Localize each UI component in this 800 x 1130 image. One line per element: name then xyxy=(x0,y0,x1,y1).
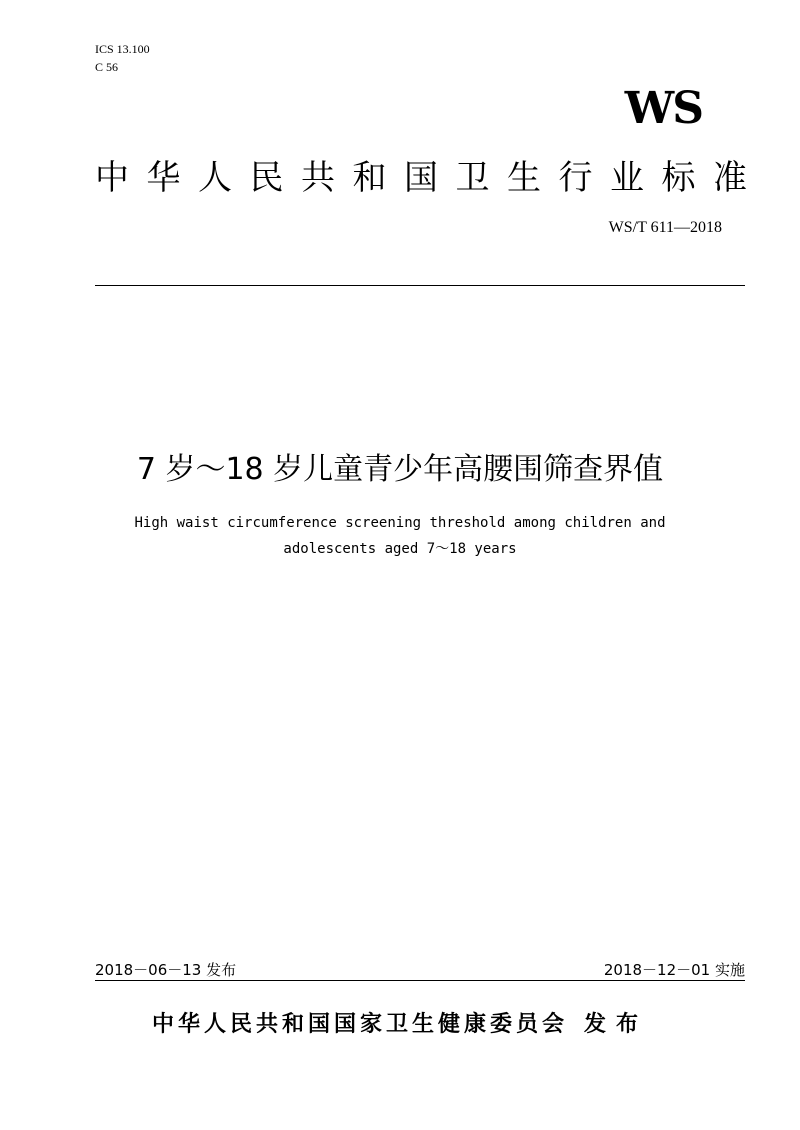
standard-number: WS/T 611—2018 xyxy=(608,219,722,236)
ics-code: ICS 13.100 xyxy=(95,42,150,56)
title-char: 和 xyxy=(352,158,387,198)
title-char: 共 xyxy=(301,158,335,198)
date-bar xyxy=(95,956,745,981)
issue-date: 2018－06－13 发布 xyxy=(95,961,237,979)
title-char: 国 xyxy=(404,158,438,198)
title-char: 业 xyxy=(610,158,644,198)
document-title-chinese: 7 岁～18 岁儿童青少年高腰围筛查界值 xyxy=(136,452,664,487)
ws-logo: WS xyxy=(624,83,702,134)
title-char: 标 xyxy=(661,158,696,198)
implementation-date: 2018－12－01 实施 xyxy=(603,961,745,979)
issuing-authority xyxy=(0,1005,800,1045)
english-title-line-1: High waist circumference screening threshold among children and xyxy=(134,515,666,531)
ccs-code: C 56 xyxy=(95,60,119,74)
title-char: 中 xyxy=(95,158,129,198)
classification-codes xyxy=(95,40,150,76)
header-divider xyxy=(95,285,745,286)
title-char: 准 xyxy=(713,158,747,198)
document-title-english xyxy=(60,510,740,562)
english-title-line-2: adolescents aged 7～18 years xyxy=(283,541,517,557)
issuer-action: 发布 xyxy=(584,1012,649,1037)
issuer-name: 中华人民共和国国家卫生健康委员会 xyxy=(151,1012,568,1037)
title-char: 生 xyxy=(507,158,541,198)
standard-category-title xyxy=(95,150,747,206)
title-char: 卫 xyxy=(455,158,490,198)
title-char: 民 xyxy=(249,158,284,198)
title-char: 行 xyxy=(558,158,593,198)
title-char: 华 xyxy=(146,158,181,198)
title-char: 人 xyxy=(198,158,232,198)
